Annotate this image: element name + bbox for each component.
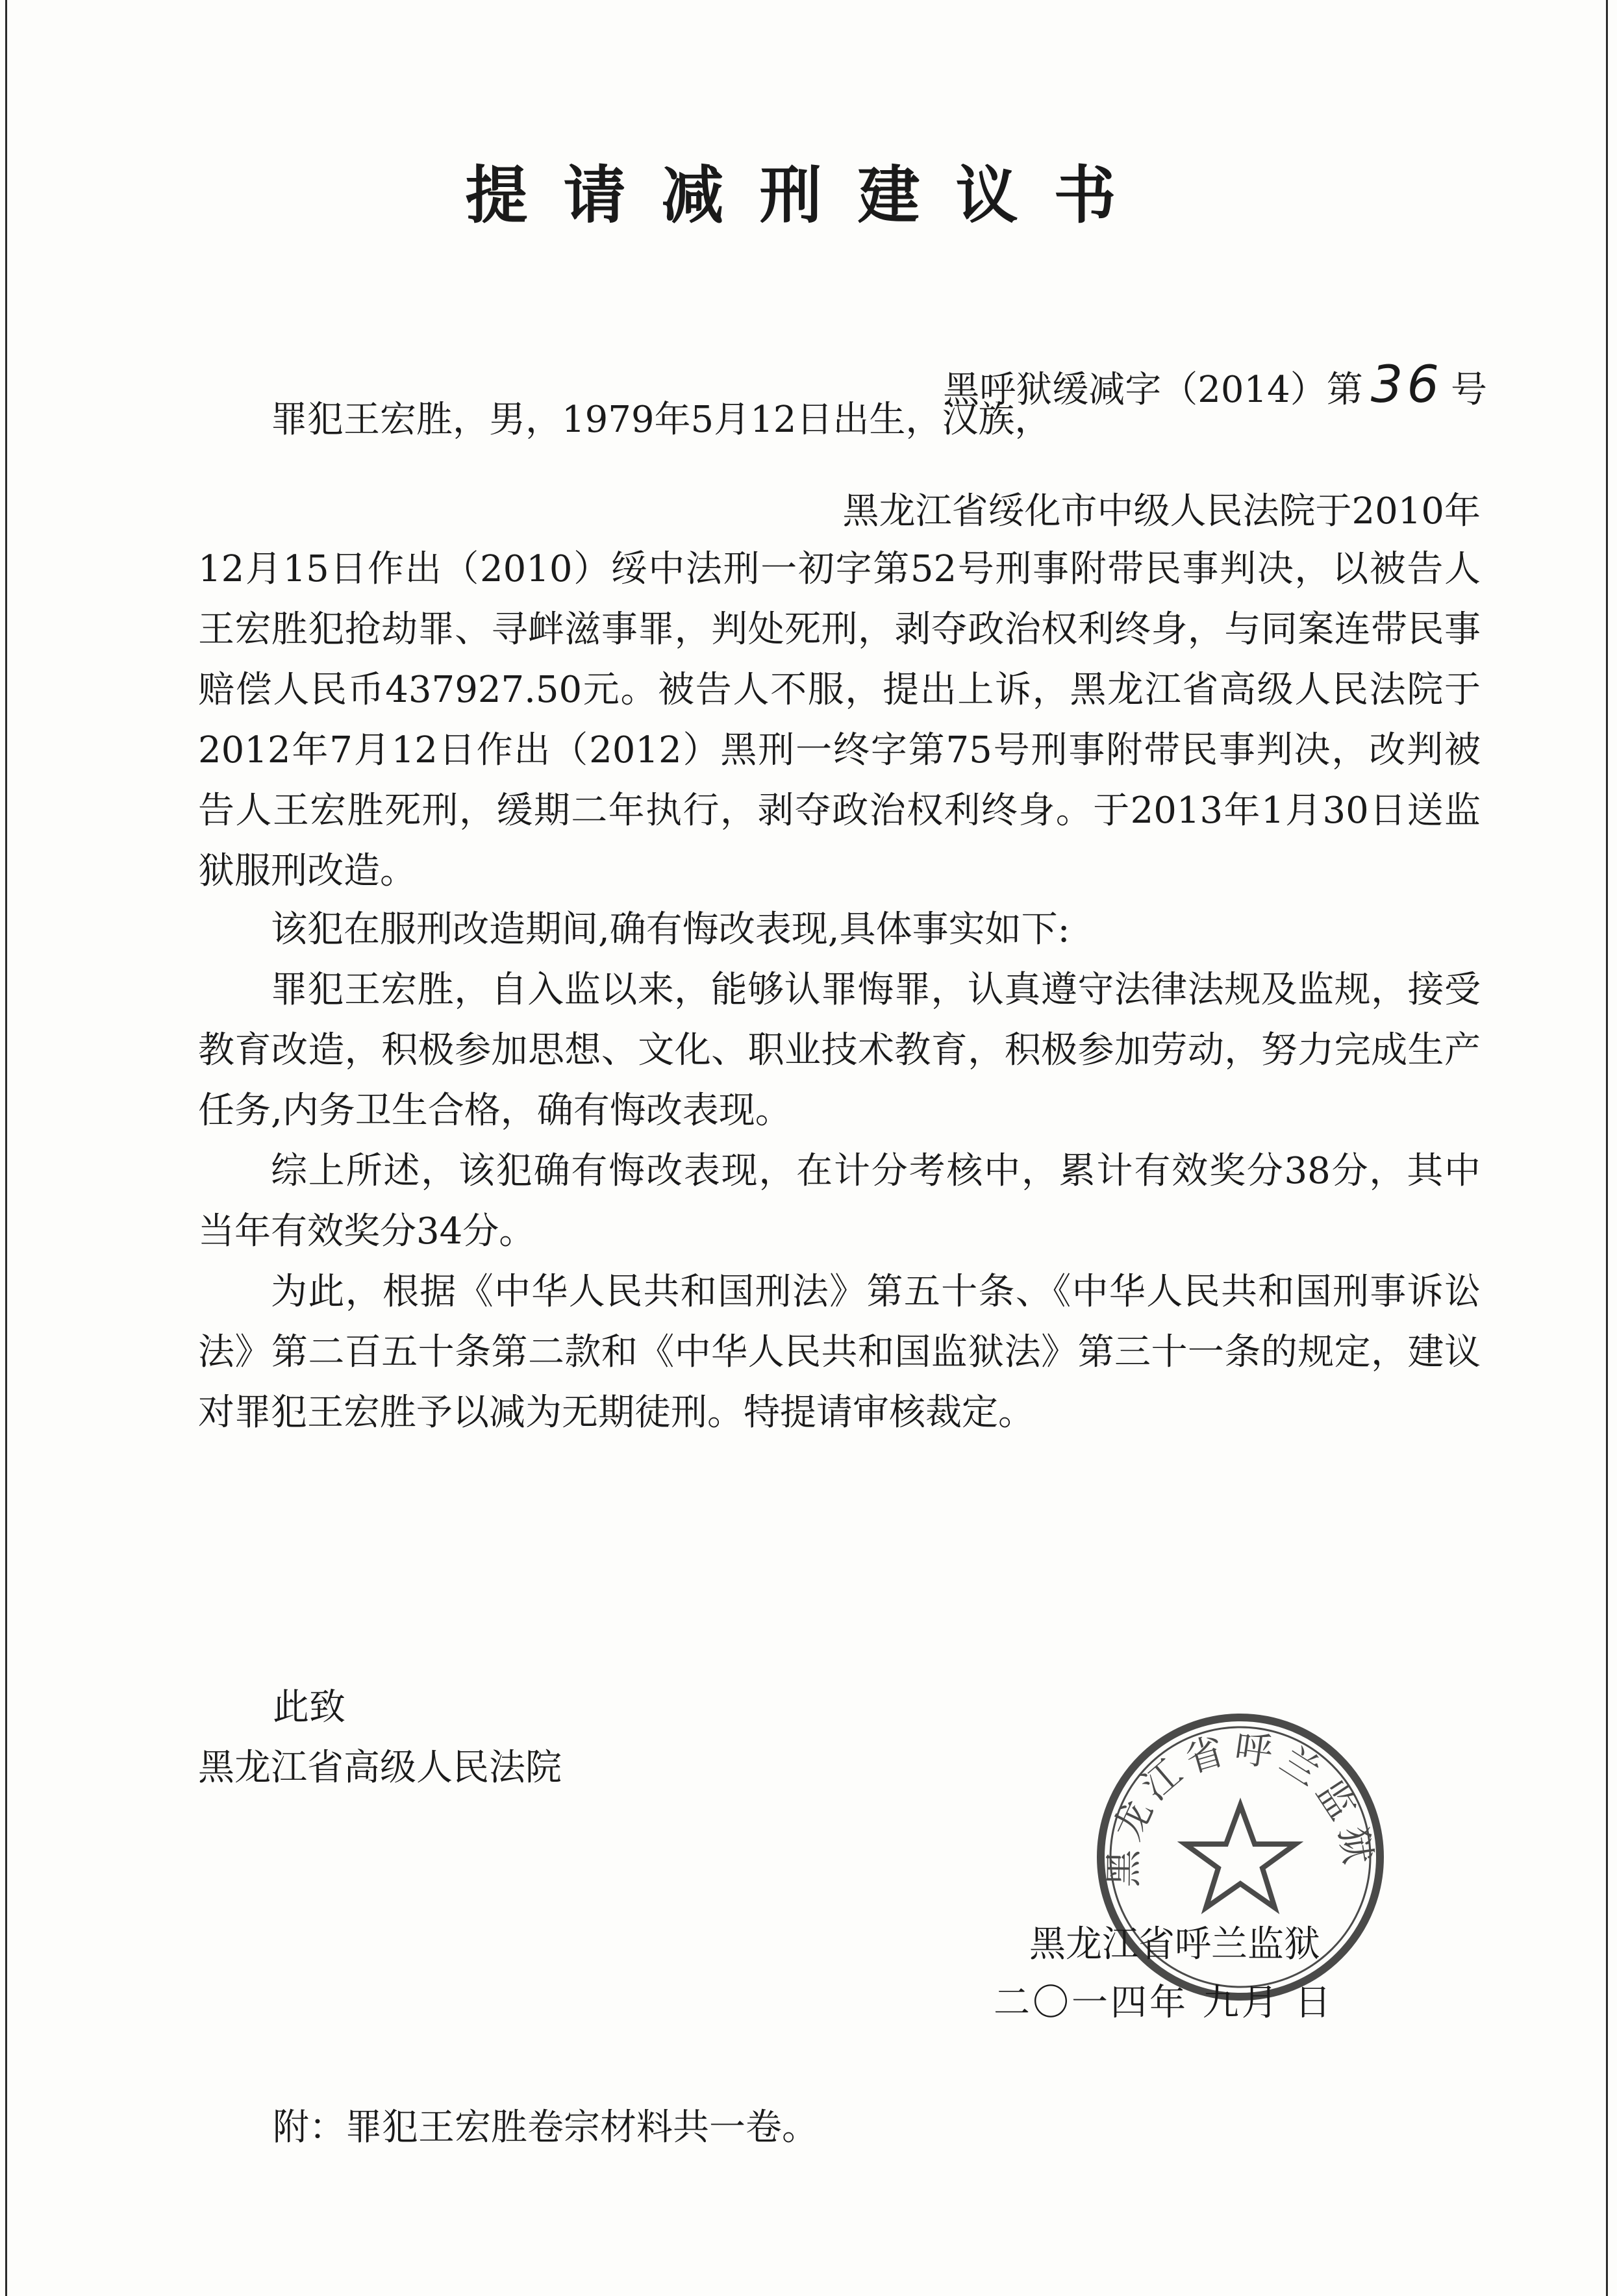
summary-paragraph: 综上所述，该犯确有悔改表现，在计分考核中，累计有效奖分38分，其中当年有效奖分34分。	[198, 1150, 1481, 1253]
court-line: 黑龙江省绥化市中级人民法院于2010年	[842, 490, 1481, 532]
judgment-paragraph: 12月15日作出（2010）绥中法刑一初字第52号刑事附带民事判决，以被告人王宏胜犯抢劫罪、寻衅滋事罪，判处死刑，剥夺政治权利终身，与同案连带民事赔偿人民币437927.50元。被告人不服，提出上诉，黑龙江省高级人民法院于2012年7月12日作出（2012）黑刑一终字第75号刑事附带民事判决，改判被告人王宏胜死刑，缓期二年执行，剥夺政治权利终身。于2013年1月30日送监狱服刑改造。	[198, 548, 1481, 892]
seal-text: 黑龙江省呼兰监狱	[1101, 1725, 1381, 1888]
intro-paragraph: 罪犯王宏胜，男，1979年5月12日出生，汉族，	[271, 399, 1051, 441]
document-number-prefix: 黑呼狱缓减字（2014）第	[943, 369, 1363, 411]
document-number-suffix: 号	[1451, 369, 1487, 411]
document-title: 提请减刑建议书	[465, 158, 1152, 232]
document-date: 二〇一四年 九月 日	[994, 1982, 1334, 2024]
facts-paragraph: 罪犯王宏胜，自入监以来，能够认罪悔罪，认真遵守法律法规及监规，接受教育改造，积极参加思想、文化、职业技术教育，积极参加劳动，努力完成生产任务,内务卫生合格，确有悔改表现。	[198, 969, 1481, 1132]
period-paragraph: 该犯在服刑改造期间,确有悔改表现,具体事实如下:	[271, 908, 1070, 951]
seal-star-icon	[1185, 1805, 1296, 1908]
closing-recipient: 黑龙江省高级人民法院	[198, 1747, 562, 1789]
sender-name: 黑龙江省呼兰监狱	[1029, 1923, 1320, 1965]
closing-greeting: 此致	[273, 1686, 345, 1728]
document-number-handwritten: 36	[1370, 356, 1443, 414]
attachment-note: 附：罪犯王宏胜卷宗材料共一卷。	[273, 2106, 818, 2149]
basis-paragraph: 为此，根据《中华人民共和国刑法》第五十条、《中华人民共和国刑事诉讼法》第二百五十条第二款和《中华人民共和国监狱法》第三十一条的规定，建议对罪犯王宏胜予以减为无期徒刑。特提请审核裁定。	[198, 1271, 1481, 1434]
